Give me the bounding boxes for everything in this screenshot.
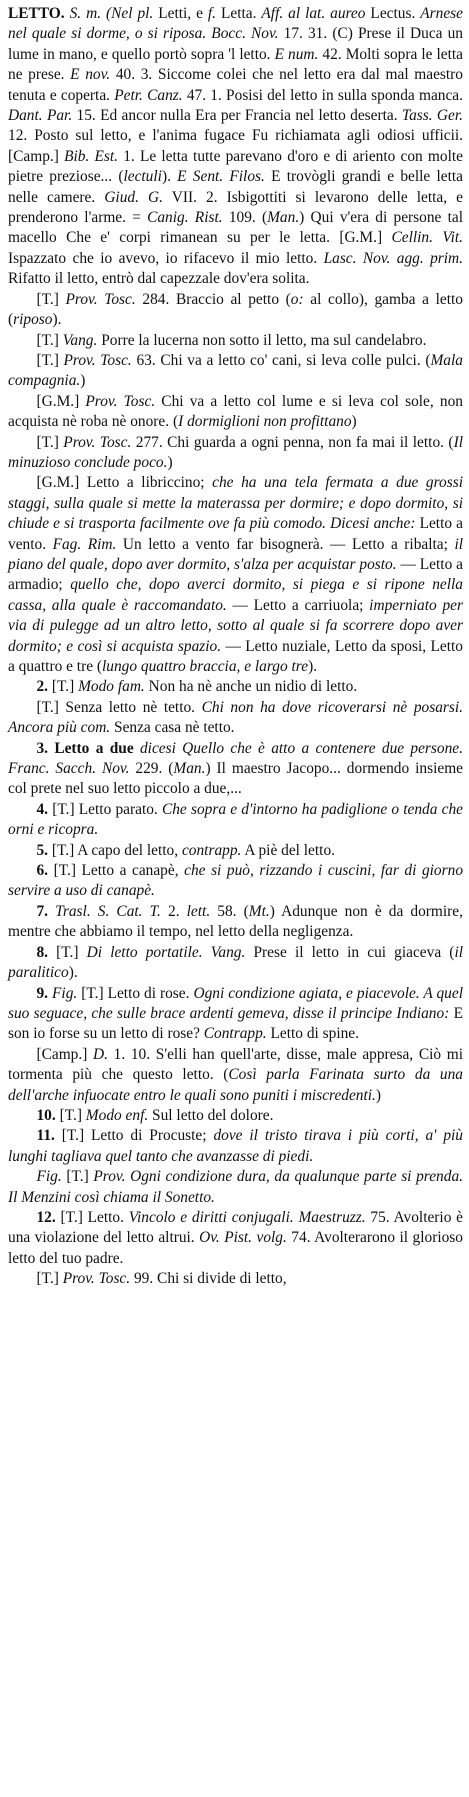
sense-6 bbox=[8, 861, 463, 902]
text-run: 9. bbox=[36, 984, 49, 1002]
text-run: 2. bbox=[160, 902, 187, 920]
text-run: ) Qui v'era di persone tal macello Che e' corpi rimanean su per le letta. [G.M.] bbox=[8, 209, 463, 247]
sense-10 bbox=[8, 1106, 463, 1126]
text-run: 5. bbox=[36, 841, 49, 859]
text-run: 6. bbox=[36, 862, 49, 880]
sense-9 bbox=[8, 984, 463, 1045]
text-run: [T.] bbox=[48, 678, 79, 696]
sense-4 bbox=[8, 800, 463, 841]
text-run: Porre la lucerna non sotto il letto, ma sul candelabro. bbox=[97, 331, 427, 349]
text-run: 11. bbox=[36, 1127, 55, 1145]
text-run: Prese il letto in cui giaceva ( bbox=[245, 943, 455, 961]
text-run: 15. Ed ancor nulla Era per Francia nel letto deserta. bbox=[72, 107, 402, 125]
text-run: 63. Chi va a letto co' cani, si leva colle pulci. ( bbox=[131, 351, 431, 369]
text-run: Dant. Par. bbox=[8, 107, 73, 125]
proverb-penna bbox=[8, 433, 463, 474]
text-run: Mt. bbox=[248, 902, 270, 920]
text-run: E trovògli grandi e belle letta nelle camere. bbox=[8, 168, 463, 206]
text-run: Cellin. Vit. bbox=[391, 229, 463, 247]
text-run: [T.] A capo del letto, bbox=[48, 841, 182, 859]
text-run: VII. 2. Isbigottiti si levarono delle letta, e prenderono l'arme. = bbox=[8, 188, 463, 227]
text-run: 1. Le letta tutte parevano d'oro e di ariento con molte pietre preziose... ( bbox=[8, 147, 463, 186]
text-run: Prov. Tosc. bbox=[63, 433, 132, 451]
text-run: Ov. Pist. volg. bbox=[199, 1229, 287, 1247]
text-run: Arnese nel quale si dorme, o si riposa. Bocc. Nov. bbox=[8, 5, 463, 43]
text-run: I dormiglioni non profittano bbox=[178, 413, 352, 431]
text-run: Senza casa nè tetto. bbox=[110, 719, 235, 737]
sense-3 bbox=[8, 739, 463, 800]
text-run: Aff. al lat. aureo bbox=[261, 5, 366, 22]
text-run: Modo fam. bbox=[78, 678, 145, 696]
text-run: Petr. Canz. bbox=[114, 86, 183, 104]
text-run: quello che, dopo averci dormito, si piega e si ripone nella cassa, alla quale è raccomandato. bbox=[8, 576, 463, 614]
text-run: [T.] bbox=[36, 433, 64, 451]
text-run: Letta. bbox=[216, 5, 262, 22]
text-run: il paralitico bbox=[8, 943, 463, 982]
text-run: A piè del letto. bbox=[241, 841, 335, 859]
text-run: Mala compagnia. bbox=[8, 351, 463, 390]
text-run: [T.] bbox=[55, 1106, 86, 1124]
text-run: ). bbox=[68, 964, 78, 982]
text-run: (Nel pl. bbox=[101, 5, 154, 22]
text-run: Vincolo e diritti conjugali. Maestruzz. bbox=[128, 1208, 366, 1226]
text-run: Letti, e bbox=[153, 5, 208, 22]
text-run: Fig. bbox=[52, 984, 78, 1002]
text-run: 10. bbox=[36, 1106, 56, 1124]
text-run: [T.] Letto parato. bbox=[48, 800, 162, 818]
text-run: Fag. Rim. bbox=[52, 535, 117, 553]
text-run: 284. Braccio al petto ( bbox=[135, 290, 291, 308]
text-run: 1. 10. S'elli han quell'arte, disse, male appresa, Ciò mi tormenta più che questo letto. ( bbox=[8, 1045, 463, 1084]
text-run: 229. ( bbox=[129, 760, 174, 778]
text-run: ) Il maestro Jacopo... dormendo insieme col prete nel suo letto piccolo a due,... bbox=[8, 760, 463, 798]
text-run: Canig. Rist. bbox=[147, 209, 223, 227]
text-run: lectuli bbox=[123, 168, 162, 186]
text-run: 42. Molti sopra le letta ne prese. bbox=[8, 45, 463, 84]
text-run: lett. bbox=[186, 902, 211, 920]
text-run: Giud. G. bbox=[104, 188, 163, 206]
text-run: — Letto a armadio; bbox=[8, 555, 463, 594]
text-run: [T.] bbox=[61, 1168, 94, 1186]
citation-dante bbox=[8, 1045, 463, 1106]
text-run: [T.] Letto. bbox=[55, 1208, 129, 1226]
text-run: E son io forse su un letto di rose? bbox=[8, 1004, 463, 1043]
text-run: riposo bbox=[13, 311, 53, 329]
text-run: — Letto a carriuola; bbox=[226, 596, 370, 614]
text-run: Sul letto del dolore. bbox=[148, 1106, 274, 1124]
sense-12 bbox=[8, 1208, 463, 1269]
text-run: Man. bbox=[267, 209, 300, 227]
sense-5 bbox=[8, 841, 463, 861]
text-run: 3. Letto a due bbox=[36, 739, 134, 757]
text-run: ) Adunque non è da dormire, mentre che abbiamo il tempo, nel letto della negligenza. bbox=[8, 902, 463, 941]
text-run: Un letto a vento far bisognerà. — Letto a ribalta; bbox=[116, 535, 455, 553]
text-run: 75. Avolterio è una violazione del letto altrui. bbox=[8, 1208, 464, 1247]
text-run: E num. bbox=[274, 45, 319, 63]
text-run: Lasc. Nov. agg. prim. bbox=[323, 249, 463, 267]
text-run: Bib. Est. bbox=[64, 147, 118, 165]
text-run: Lectus. bbox=[365, 5, 421, 22]
text-run: 277. Chi guarda a ogni penna, non fa mai il letto. ( bbox=[131, 433, 454, 451]
text-run: 109. ( bbox=[222, 209, 268, 227]
text-run: Prov. Tosc. bbox=[63, 351, 132, 369]
text-run: ) bbox=[167, 453, 173, 471]
sense-letto-a-libriccino bbox=[8, 473, 463, 677]
sense-7 bbox=[8, 902, 463, 943]
text-run: 47. 1. Posisi del letto in sulla sponda manca. bbox=[182, 86, 463, 104]
text-run: 17. 31. (C) Prese il Duca un lume in mano, e quello portò sopra 'l letto. bbox=[8, 25, 464, 63]
text-run: Rifatto il letto, entrò dal capezzale dov'era solita. bbox=[8, 270, 310, 288]
text-run: [G.M.] bbox=[36, 392, 86, 410]
entry-definition bbox=[8, 4, 463, 290]
text-run: Fig. bbox=[36, 1168, 62, 1186]
sense-11 bbox=[8, 1126, 463, 1167]
text-run: [T.] bbox=[36, 351, 64, 369]
text-run: Letto a vento. bbox=[8, 515, 463, 553]
text-run: Tass. Ger. bbox=[401, 107, 463, 125]
proverb-cani bbox=[8, 351, 463, 392]
text-run: Di letto portatile. Vang. bbox=[86, 943, 246, 961]
text-run: 12. Posto sul letto, e l'anima fugace Fu richiamata agli odiosi ufficii. [Camp.] bbox=[8, 127, 463, 165]
text-run: dicesi Quello che è atto a contenere due persone. Franc. Sacch. Nov. bbox=[8, 739, 463, 778]
text-run: 2. bbox=[36, 678, 49, 696]
text-run: f. bbox=[207, 5, 217, 22]
sense-2 bbox=[8, 677, 463, 697]
text-run: o: bbox=[290, 290, 304, 308]
text-run: 12. bbox=[36, 1208, 56, 1226]
text-run: Prov. Tosc. bbox=[85, 392, 156, 410]
entry-body bbox=[8, 5, 463, 287]
text-run: 99. Chi si divide di letto, bbox=[130, 1270, 287, 1288]
text-run: 40. 3. Siccome colei che nel letto era dal mal maestro tenuta e coperta. bbox=[8, 66, 463, 104]
text-run: 4. bbox=[36, 800, 49, 818]
proverb-divide bbox=[8, 1269, 463, 1289]
text-run: Prov. Tosc. bbox=[62, 1270, 131, 1288]
text-run: [Camp.] bbox=[36, 1045, 94, 1063]
text-run: [T.] Letto di rose. bbox=[77, 984, 194, 1002]
text-run: il piano del quale, dopo aver dormito, s'alza per acquistar posto. bbox=[8, 535, 463, 573]
text-run: Contrapp. bbox=[203, 1025, 267, 1043]
text-run: [T.] Letto di Procuste; bbox=[54, 1127, 214, 1145]
text-run: Chi non ha dove ricoverarsi nè posarsi. Ancora più com. bbox=[8, 698, 463, 737]
text-run: Non ha nè anche un nidio di letto. bbox=[144, 678, 358, 696]
text-run: Chi va a letto col lume e si leva col sole, non acquista nè roba nè onore. ( bbox=[8, 392, 463, 431]
text-run: D. bbox=[93, 1045, 108, 1063]
text-run: imperniato per via di pulegge ad un altro letto, sotto al quale si fa scorrere dopo aver dormito; e così si acquista spazio. bbox=[8, 596, 463, 655]
text-run: lungo quattro braccia, e largo tre bbox=[102, 658, 309, 675]
text-run: Vang. bbox=[62, 331, 98, 349]
text-run: Che sopra e d'intorno ha padiglione o tenda che orni e ricopra. bbox=[8, 800, 464, 839]
text-run: [T.] bbox=[48, 943, 87, 961]
text-run: Prov. Tosc. bbox=[65, 290, 136, 308]
sense-senza-letto bbox=[8, 698, 463, 739]
text-run: 8. bbox=[36, 943, 49, 961]
text-run: contrapp. bbox=[181, 841, 242, 859]
text-run: Ispazzato che io avevo, io rifacevo il mio letto. bbox=[8, 249, 324, 267]
text-run: che si può, rizzando i cuscini, far di giorno servire a uso di canapè. bbox=[8, 862, 464, 900]
text-run: che ha una tela fermata a due grossi staggi, sulla quale si mette la materassa per dormire; e dopo dormito, si chiude e si trasporta facilmente ove fa più comodo. Dicesi anche: bbox=[8, 474, 463, 533]
text-run: 7. bbox=[36, 902, 49, 920]
text-run: [T.] Letto a canapè, bbox=[48, 862, 185, 880]
text-run: Così parla Farinata surto da una dell'arche infuocate entro le quali sono puniti i miscredenti. bbox=[8, 1066, 463, 1104]
citation-vangelo bbox=[8, 331, 463, 351]
text-run: [G.M.] Letto a libriccino; bbox=[36, 474, 213, 492]
text-run: ). bbox=[308, 658, 318, 675]
text-run: [T.] bbox=[36, 331, 63, 349]
text-run: [T.] bbox=[36, 290, 66, 308]
text-run: [T.] Senza letto nè tetto. bbox=[36, 698, 202, 716]
text-run: Prov. Ogni condizione dura, da qualunque parte si prenda. Il Menzini così chiama il Sonetto. bbox=[8, 1168, 463, 1206]
text-run: Letto di spine. bbox=[266, 1025, 359, 1043]
text-run: Modo enf. bbox=[85, 1106, 149, 1124]
text-run: S. m. bbox=[69, 5, 102, 22]
text-run: al collo), gamba a letto ( bbox=[8, 290, 463, 329]
text-run: [T.] bbox=[36, 1270, 63, 1288]
text-run: E Sent. Filos. bbox=[177, 168, 265, 186]
sense-11-fig bbox=[8, 1167, 463, 1208]
text-run: — Letto nuziale, Letto da sposi, Letto a quattro e tre ( bbox=[8, 637, 463, 675]
text-run: 58. ( bbox=[210, 902, 249, 920]
proverb-braccio bbox=[8, 290, 463, 331]
text-run: ). bbox=[161, 168, 178, 186]
text-run: ) bbox=[80, 372, 86, 390]
entry-headword: LETTO. bbox=[8, 5, 65, 22]
text-run: 74. Avolterarono il glorioso letto del tuo padre. bbox=[8, 1229, 463, 1267]
text-run: Man. bbox=[173, 760, 206, 778]
text-run: Trasl. S. Cat. T. bbox=[55, 902, 161, 920]
text-run: Ogni condizione agiata, e piacevole. A quel suo seguace, che sulle brace ardenti gemeva, disse il principe Indiano: bbox=[8, 984, 463, 1022]
sense-8 bbox=[8, 943, 463, 984]
text-run: E nov. bbox=[70, 66, 111, 84]
text-run: ) bbox=[351, 413, 357, 431]
text-run: ). bbox=[52, 311, 62, 329]
text-run: dove il tristo tirava i più corti, a' più lunghi tagliava quel tanto che avanzasse di piedi. bbox=[8, 1127, 464, 1165]
text-run: ) bbox=[375, 1086, 382, 1104]
text-run: Il minuzioso conclude poco. bbox=[8, 433, 463, 471]
proverb-lume bbox=[8, 392, 463, 433]
